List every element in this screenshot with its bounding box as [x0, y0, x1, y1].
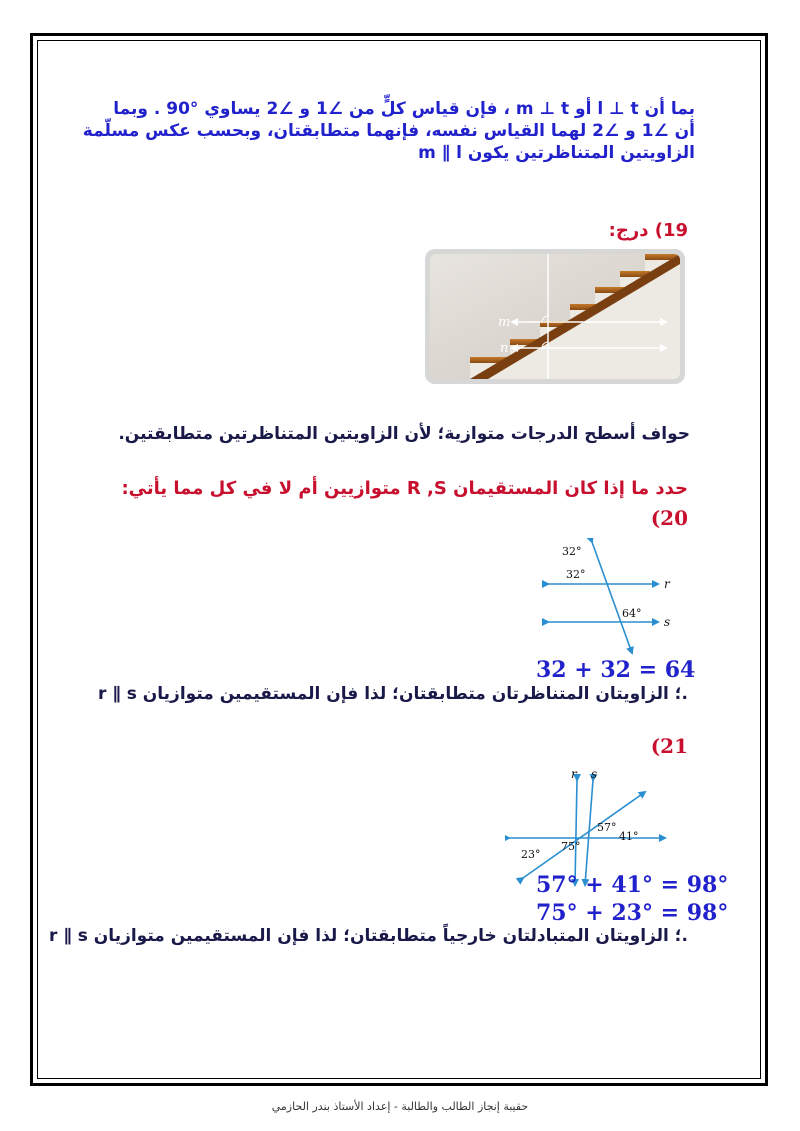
equation-21-b: 75° + 23° = 98° [536, 900, 729, 926]
proof-line-3: الزاويتين المتناظرتين يكون m ∥ l [418, 143, 695, 163]
label-m: m [498, 315, 511, 330]
angle-label-64: 64° [622, 607, 642, 620]
stairs-photo [425, 249, 685, 384]
line-r-21 [575, 780, 577, 885]
transversal-20 [592, 542, 632, 653]
answer-20: r ∥ s ؛ الزاويتان المتناظرتان متطابقتان؛ لذا فإن المستقيمين متوازيان. [98, 684, 688, 704]
label-s: s [664, 615, 671, 629]
proof-line-1: بما أن l ⊥ t أو m ⊥ t ، فإن قياس كلٍّ من ∠1 و ∠2 يساوي °90 . وبما [113, 99, 695, 119]
angle-label-75: 75° [561, 840, 581, 853]
angle-label-32-bottom: 32° [566, 568, 586, 581]
answer-19: حواف أسطح الدرجات متوازية؛ لأن الزاويتين المتناظرتين متطابقتين. [118, 424, 690, 444]
parallel-lines-instruction: حدد ما إذا كان المستقيمان R ,S متوازيين أم لا في كل مما يأتي: [121, 478, 688, 499]
page-footer: حقيبة إنجاز الطالب والطالبة - إعداد الأستاذ بندر الحازمي [271, 1100, 529, 1113]
label-n: n [500, 341, 509, 356]
question-20-number: (20 [650, 506, 688, 530]
angle-label-41: 41° [619, 830, 639, 843]
figure-20 [540, 538, 680, 658]
angle-label-57: 57° [597, 821, 617, 834]
label-s-21: s [591, 770, 598, 781]
proof-paragraph [82, 98, 695, 164]
answer-21: r ∥ s ؛ الزاويتان المتبادلتان خارجياً متطابقتان؛ لذا فإن المستقيمين متوازيان. [49, 926, 688, 946]
angle-label-23: 23° [521, 848, 541, 861]
equation-21-a: 57° + 41° = 98° [536, 872, 729, 898]
equation-20: 32 + 32 = 64 [536, 657, 696, 683]
proof-line-2: أن ∠1 و ∠2 لهما القياس نفسه، فإنهما متطابقتان، وبحسب عكس مسلّمة [82, 121, 695, 141]
question-21-number: (21 [650, 734, 688, 758]
angle-label-32-top: 32° [562, 545, 582, 558]
label-r-21: r [571, 770, 577, 781]
question-19-title: 19) درج: [608, 220, 688, 241]
label-r: r [664, 577, 670, 591]
stairs-illustration [430, 254, 680, 379]
